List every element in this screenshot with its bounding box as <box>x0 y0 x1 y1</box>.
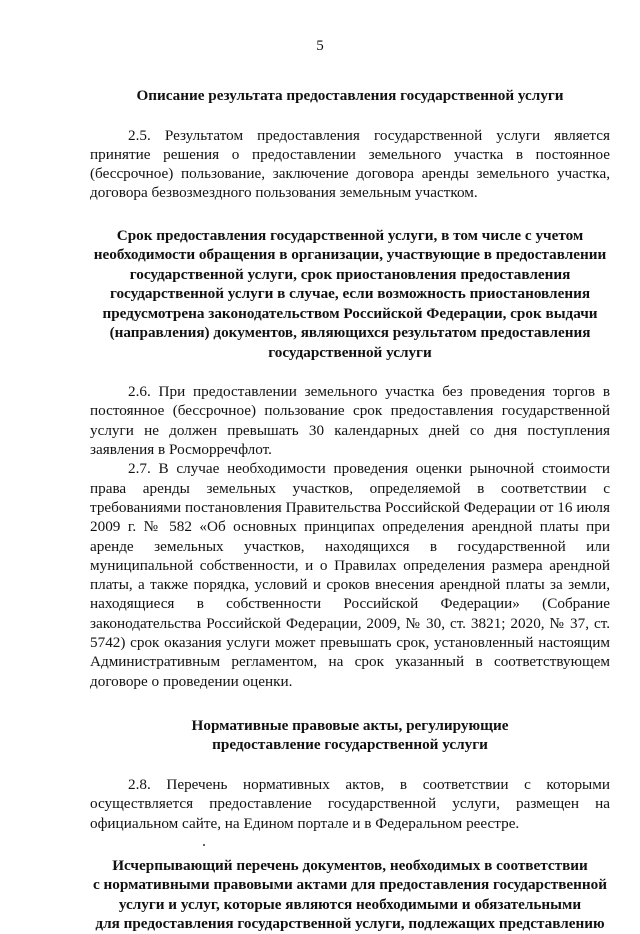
section-heading-legal-acts: Нормативные правовые акты, регулирующие предоставление государственной услуги <box>191 716 509 754</box>
page-number: 5 <box>316 38 324 54</box>
paragraph-2-6: 2.6. При предоставлении земельного участка без проведения торгов в постоянное (бессрочное) пользование срок предоставления государственной услуги не должен превышать 30 календарных дней со дня поступления заявления в Росморречфлот. <box>90 383 610 459</box>
section-heading-result: Описание результата предоставления государственной услуги <box>136 87 564 104</box>
paragraph-2-5: 2.5. Результатом предоставления государственной услуги является принятие решения о предоставлении земельного участка в постоянное (бессрочное) пользование, заключение договора аренды земельного участка, договора безвозмездного пользования земельным участком. <box>90 126 610 202</box>
section-heading-term: Срок предоставления государственной услуги, в том числе с учетом необходимости обращения в организации, участвующие в предоставлении государственной услуги, срок приостановления предоставления государственной услуги в случае, если возможность приостановления предусмотрена законодательством Российской Федерации, срок выдачи (направления) документов, являющихся результатом предоставления государственной услуги <box>93 226 607 361</box>
scan-speck <box>203 844 205 846</box>
paragraph-2-7: 2.7. В случае необходимости проведения оценки рыночной стоимости права аренды земельных участков, определяемой в соответствии с требованиями постановления Правительства Российской Федерации от 16 июля 2009 г. № 582 «Об основных принципах определения арендной платы при аренде земельных участков, находящихся в государственной или муниципальной собственности, и о Правилах определения размера арендной платы, а также порядка, условий и сроков внесения арендной платы за земли, находящиеся в собственности Российской Федерации» (Собрание законодательства Российской Федерации, 2009, № 30, ст. 3821; 2020, № 37, ст. 5742) срок оказания услуги может превышать срок, установленный настоящим Административным регламентом, на срок указанный в соответствующем договоре о проведении оценки. <box>90 460 610 690</box>
paragraph-2-8: 2.8. Перечень нормативных актов, в соответствии с которыми осуществляется предоставление государственной услуги, размещен на официальном сайте, на Едином портале и в Федеральном реестре. <box>90 775 610 832</box>
section-heading-documents: Исчерпывающий перечень документов, необходимых в соответствии с нормативными правовыми актами для предоставления государственной услуги и услуг, которые являются необходимыми и обязательными для предоставления государственной услуги, подлежащих представлению <box>93 856 607 933</box>
document-body <box>90 86 610 934</box>
